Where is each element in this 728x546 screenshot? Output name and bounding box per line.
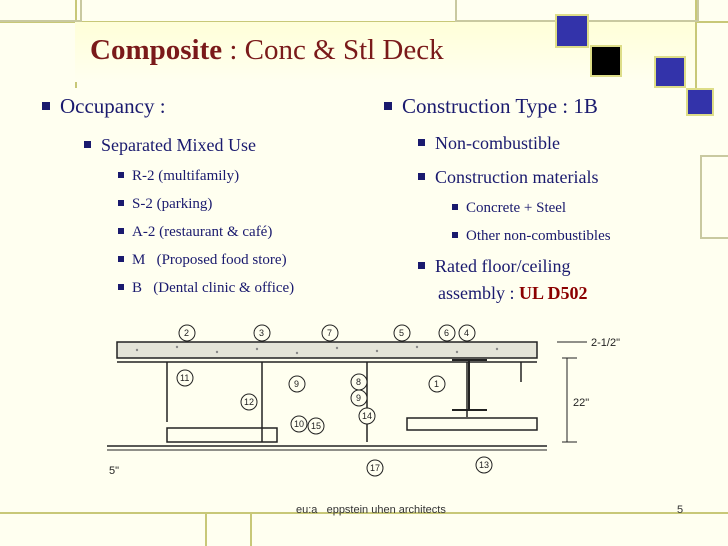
- callout: [241, 394, 257, 410]
- dim-top: 2-1/2": [591, 337, 620, 349]
- callout: [351, 374, 367, 390]
- construction-item: Non-combustible: [418, 133, 560, 154]
- callout: [177, 370, 193, 386]
- callout: [359, 408, 375, 424]
- callout: [179, 325, 195, 341]
- frame-line-divider: [205, 512, 207, 546]
- bullet-icon: [118, 200, 124, 206]
- svg-text:10: 10: [294, 419, 305, 429]
- svg-text:5: 5: [399, 328, 405, 338]
- construction-item: Construction materials: [418, 167, 598, 188]
- callout: [367, 460, 383, 476]
- dim-bottom: 5": [109, 465, 120, 477]
- occupancy-item: B (Dental clinic & office): [118, 280, 294, 297]
- bullet-icon: [418, 139, 425, 146]
- callout: [322, 325, 338, 341]
- callout: [254, 325, 270, 341]
- svg-text:12: 12: [244, 397, 255, 407]
- material-item: Other non-combustibles: [452, 228, 611, 245]
- bullet-icon: [84, 141, 91, 148]
- callout: [394, 325, 410, 341]
- svg-text:17: 17: [370, 463, 381, 473]
- occupancy-item: R-2 (multifamily): [118, 168, 239, 185]
- mixed-use-subheading: Separated Mixed Use: [84, 135, 256, 156]
- callout: [439, 325, 455, 341]
- material-item: Concrete + Steel: [452, 200, 566, 217]
- svg-text:6: 6: [444, 328, 450, 338]
- deco-frame-square-3: [700, 155, 728, 239]
- svg-text:1: 1: [434, 379, 440, 389]
- construction-item: Rated floor/ceiling: [418, 256, 570, 277]
- svg-text:15: 15: [311, 421, 322, 431]
- svg-text:9: 9: [356, 393, 362, 403]
- title-rest: : Conc & Stl Deck: [222, 34, 444, 66]
- frame-line-divider-2: [250, 512, 252, 546]
- svg-text:11: 11: [180, 373, 190, 383]
- callout: [308, 418, 324, 434]
- svg-text:9: 9: [294, 379, 300, 389]
- deco-square-blue-3: [686, 88, 714, 116]
- bullet-icon: [42, 102, 50, 110]
- bullet-icon: [118, 256, 124, 262]
- callout: [476, 457, 492, 473]
- slide-title: [90, 34, 444, 67]
- callout: [459, 325, 475, 341]
- bullet-icon: [452, 204, 458, 210]
- dim-depth: 22": [573, 397, 590, 409]
- svg-text:13: 13: [479, 460, 490, 470]
- deco-square-black: [590, 45, 622, 77]
- svg-text:2: 2: [184, 328, 190, 338]
- page-number: 5: [677, 504, 684, 516]
- bullet-icon: [384, 102, 392, 110]
- assembly-section-diagram: [97, 322, 697, 494]
- assembly-line: assembly : UL D502: [438, 283, 588, 303]
- occupancy-item: A-2 (restaurant & café): [118, 224, 272, 241]
- bullet-icon: [418, 173, 425, 180]
- title-bold: Composite: [90, 34, 223, 66]
- svg-text:8: 8: [356, 377, 362, 387]
- svg-text:7: 7: [327, 328, 333, 338]
- callout: [351, 390, 367, 406]
- svg-text:4: 4: [464, 328, 470, 338]
- svg-text:14: 14: [362, 411, 373, 421]
- deco-square-blue-2: [654, 56, 686, 88]
- construction-type-heading: Construction Type : 1B: [384, 94, 598, 119]
- bullet-icon: [118, 228, 124, 234]
- occupancy-item: M (Proposed food store): [118, 252, 287, 269]
- svg-text:3: 3: [259, 328, 265, 338]
- footer-text: eu:a eppstein uhen architects: [296, 504, 446, 516]
- bullet-icon: [118, 284, 124, 290]
- ul-code: UL D502: [519, 283, 588, 303]
- deco-square-blue: [555, 14, 589, 48]
- bullet-icon: [118, 172, 124, 178]
- callout: [429, 376, 445, 392]
- callout: [289, 376, 305, 392]
- bullet-icon: [452, 232, 458, 238]
- bullet-icon: [418, 262, 425, 269]
- occupancy-heading: Occupancy :: [42, 94, 166, 119]
- deco-frame-square: [0, 0, 82, 22]
- occupancy-item: S-2 (parking): [118, 196, 212, 213]
- callout: [291, 416, 307, 432]
